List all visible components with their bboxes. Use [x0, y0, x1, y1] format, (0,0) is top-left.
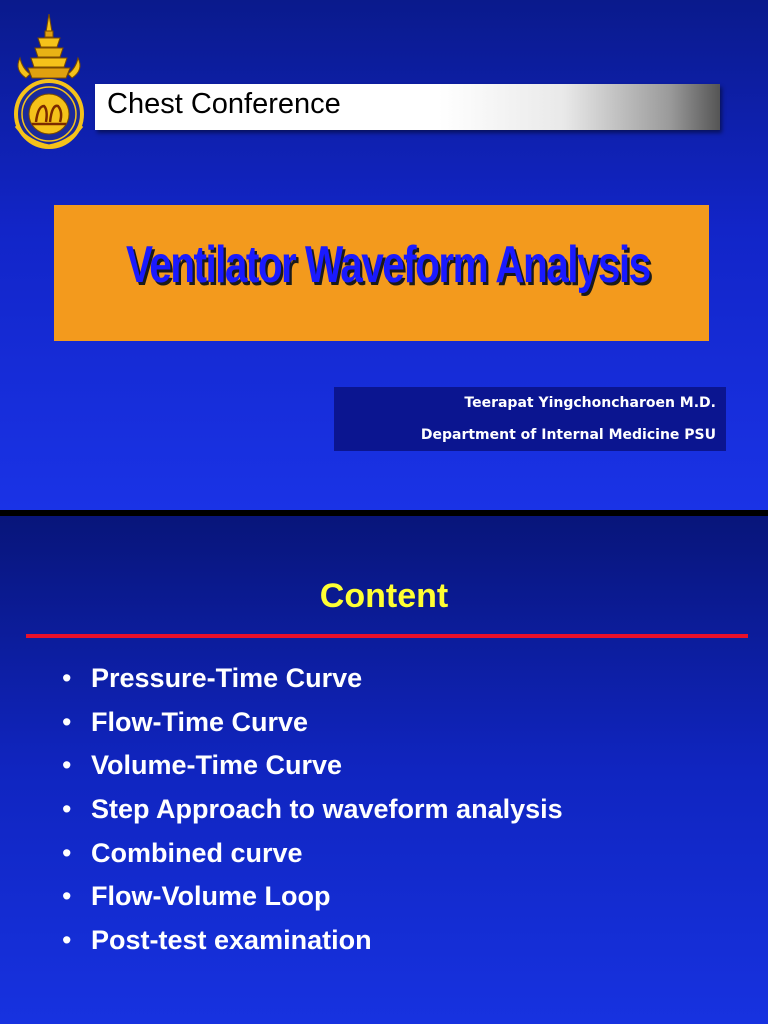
author-name: Teerapat Yingchoncharoen M.D.	[464, 395, 716, 411]
bullet-icon: •	[62, 663, 72, 693]
list-item-text: Pressure-Time Curve	[91, 663, 363, 693]
conference-label: Chest Conference	[107, 88, 341, 120]
title-slide	[0, 0, 768, 510]
bullet-icon: •	[62, 794, 72, 825]
list-item-text: Flow-Volume Loop	[91, 881, 331, 912]
title-box	[54, 205, 709, 341]
conference-banner	[95, 84, 720, 130]
bullet-icon: •	[62, 706, 72, 737]
bullet-icon: •	[62, 881, 72, 912]
list-item-text: Post-test examination	[91, 925, 372, 956]
bullet-icon: •	[62, 925, 72, 956]
bullet-icon: •	[62, 837, 72, 868]
content-heading: Content	[319, 577, 449, 615]
bullet-icon: •	[62, 750, 72, 781]
content-slide	[0, 516, 768, 1024]
slide-title: Ventilator Waveform Analysis	[126, 236, 650, 294]
author-box	[334, 387, 726, 451]
author-department: Department of Internal Medicine PSU	[420, 427, 716, 443]
list-item-text: Flow-Time Curve	[91, 706, 309, 737]
heading-rule	[26, 634, 748, 638]
list-item-text: Volume-Time Curve	[91, 750, 343, 781]
university-crest-icon	[8, 14, 90, 149]
list-item-text: Combined curve	[91, 837, 303, 868]
list-item-text: Step Approach to waveform analysis	[91, 794, 563, 825]
